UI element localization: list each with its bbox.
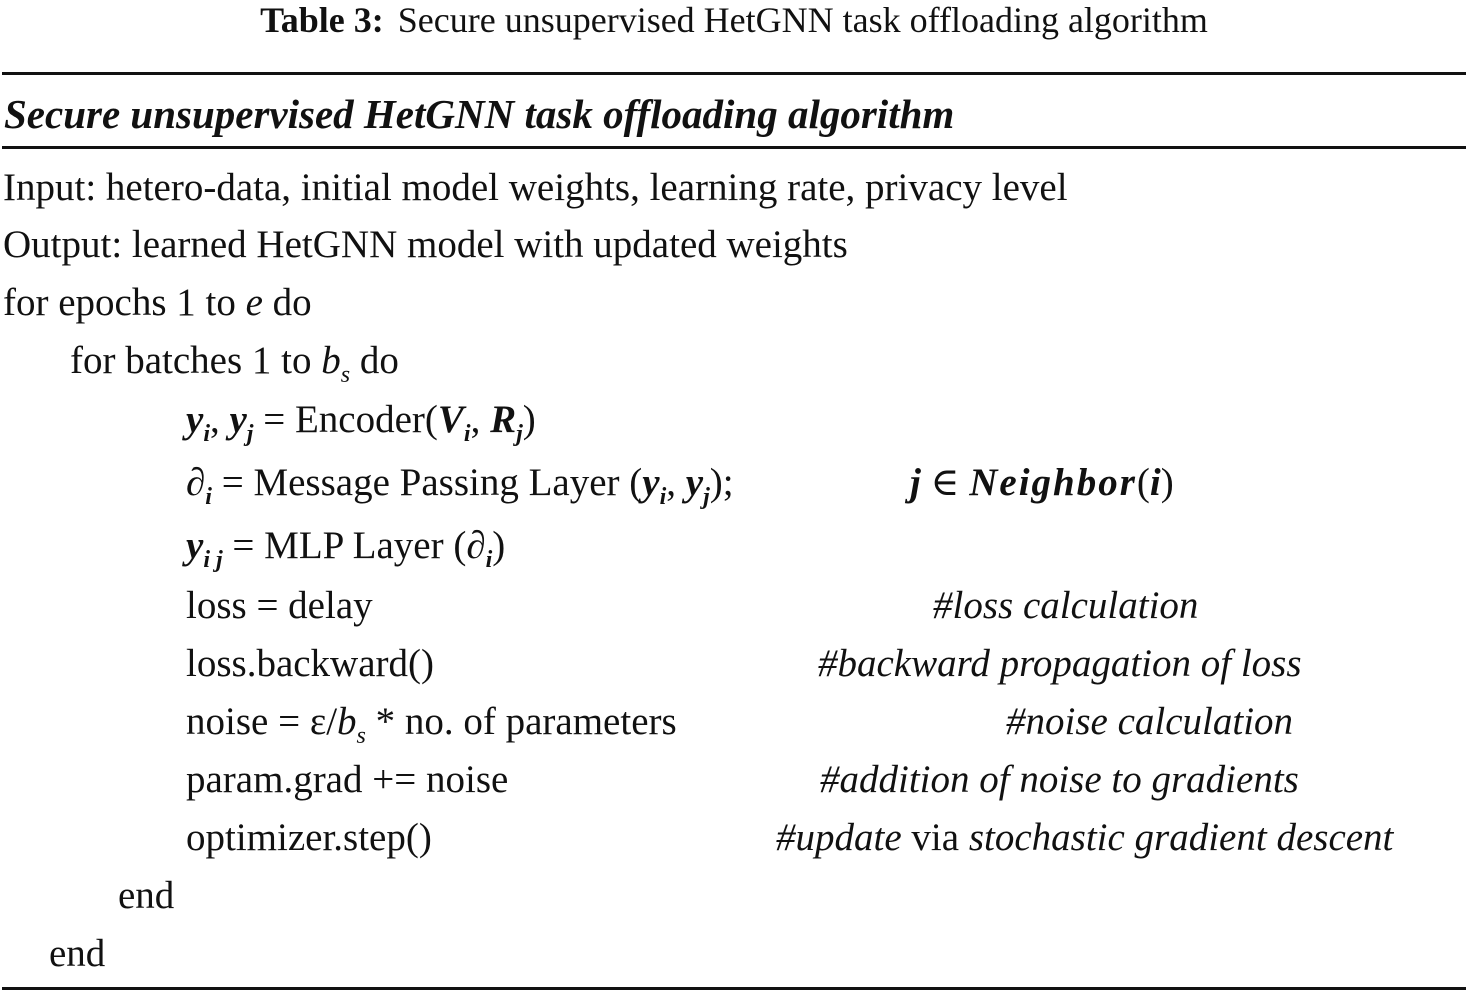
backward-comment: #backward propagation of loss xyxy=(818,642,1302,685)
loss-line: loss = delay xyxy=(186,584,373,627)
input-line: Input: hetero-data, initial model weights, learning rate, privacy level xyxy=(3,166,1068,209)
top-rule xyxy=(2,72,1466,75)
end-inner-loop: end xyxy=(118,874,175,917)
noise-comment: #noise calculation xyxy=(1006,700,1294,743)
grad-comment: #addition of noise to gradients xyxy=(820,758,1299,801)
header-rule xyxy=(2,146,1466,149)
caption-text: Secure unsupervised HetGNN task offloading algorithm xyxy=(397,0,1208,40)
end-outer-loop: end xyxy=(49,932,106,975)
backward-line: loss.backward() xyxy=(186,642,434,685)
table-caption xyxy=(0,0,1468,44)
message-passing-line: $\partial_i$ = Message Passing Layer ($y_i$, $y_j$); xyxy=(186,461,734,510)
loss-comment: #loss calculation xyxy=(933,584,1199,627)
optimizer-comment: #update via stochastic gradient descent xyxy=(776,816,1394,859)
mlp-line: $y_{i j}$ = MLP Layer $(\partial_i)$ xyxy=(186,524,506,573)
output-line: Output: learned HetGNN model with updated weights xyxy=(3,223,848,266)
algorithm-title: Secure unsupervised HetGNN task offloading algorithm xyxy=(4,91,955,137)
inner-loop-line: for batches 1 to $b_s$ do xyxy=(70,339,399,388)
caption-label: Table 3: xyxy=(260,0,384,40)
outer-loop-line: for epochs 1 to e do xyxy=(3,281,312,324)
neighbor-condition: j ∈ Neighbor(i) xyxy=(910,461,1174,504)
optimizer-line: optimizer.step() xyxy=(186,816,432,859)
noise-line: noise = $\varepsilon/b_s$ * no. of parameters xyxy=(186,700,677,749)
grad-line: param.grad += noise xyxy=(186,758,509,801)
bottom-rule xyxy=(2,987,1466,990)
encoder-line: $y_i$, $y_j$ = $Encoder(V_i$, $R_j$) xyxy=(186,398,536,447)
